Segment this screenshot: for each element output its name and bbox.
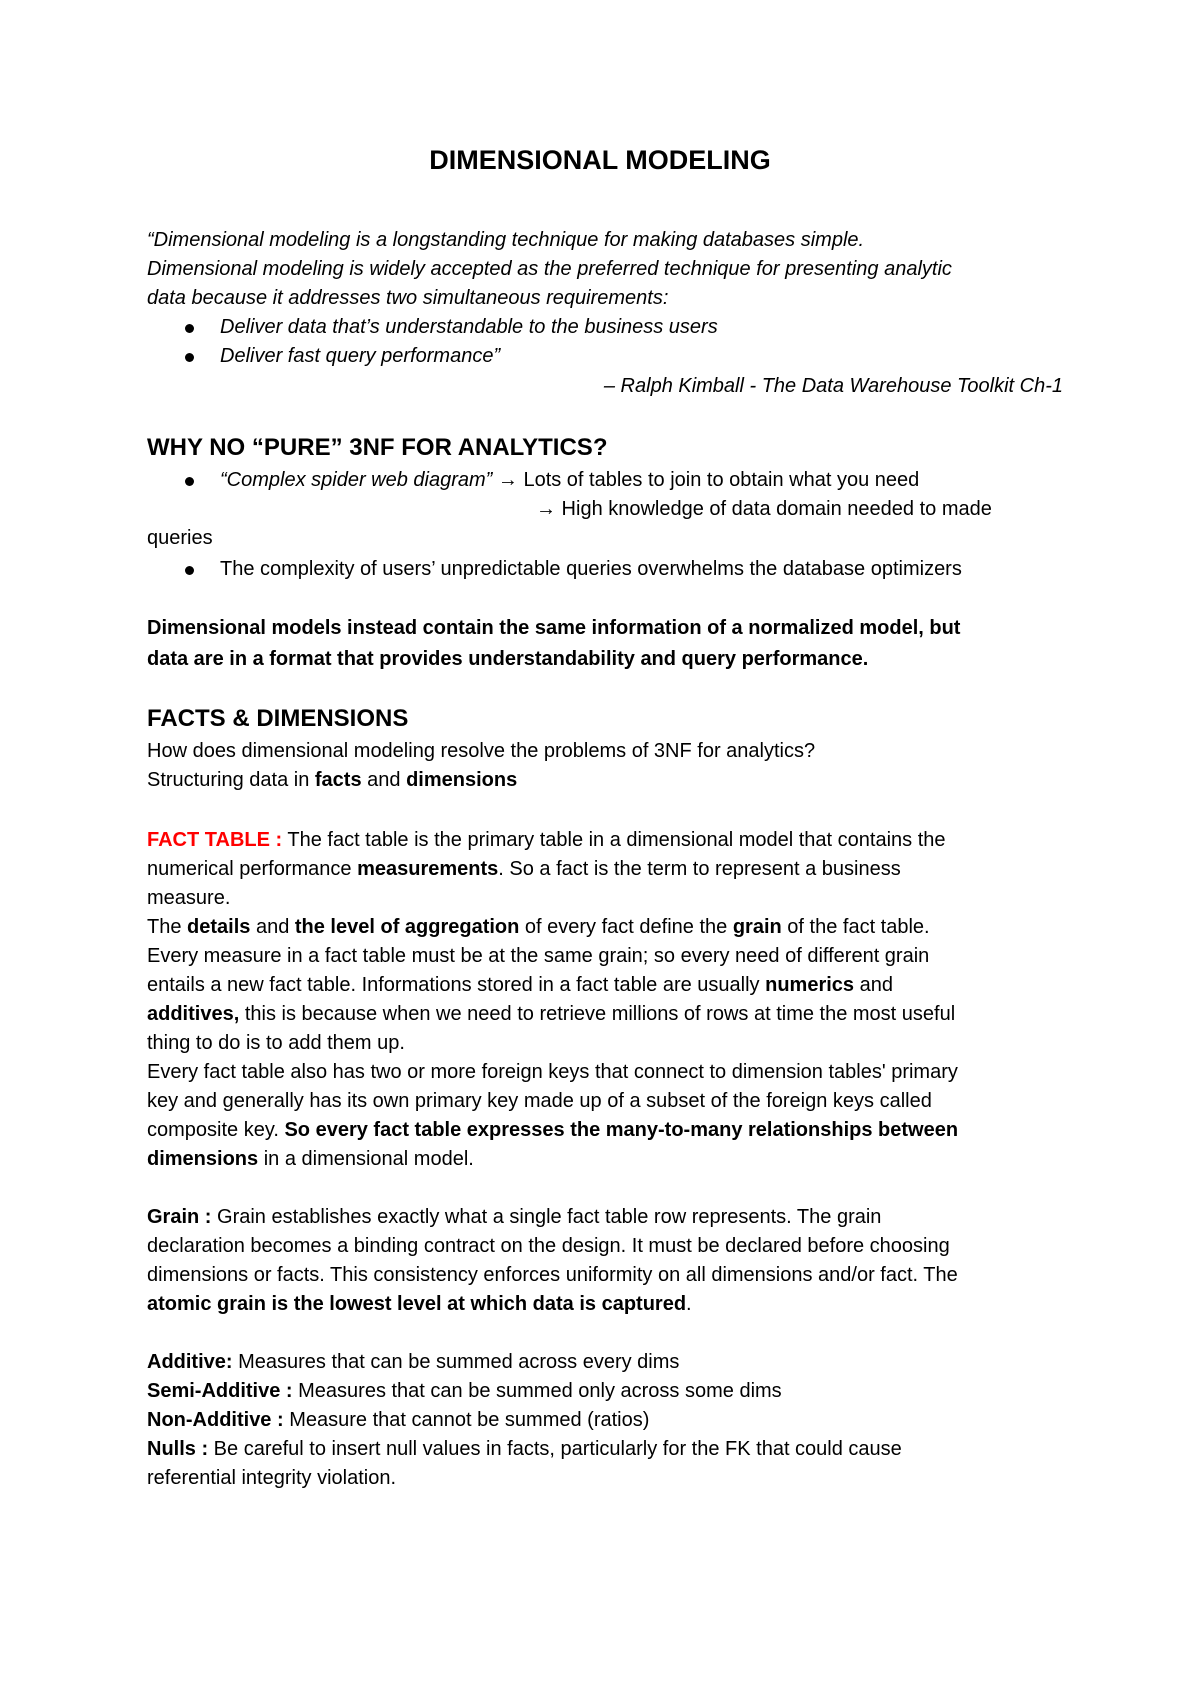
fact-table-line-6 — [147, 971, 893, 1000]
grain-label: Grain : — [147, 1206, 212, 1228]
quote-line-3: data because it addresses two simultaneous requirements: — [147, 287, 669, 309]
why3nf-bullet-1-continuation: → High knowledge of data domain needed to made — [536, 498, 992, 520]
fact-table-line-5: Every measure in a fact table must be at the same grain; so every need of different grain — [147, 945, 930, 967]
non-additive-definition — [147, 1406, 649, 1435]
bullet-1-text: → Lots of tables to join to obtain what you need — [492, 469, 920, 491]
grain-line-3: dimensions or facts. This consistency enforces uniformity on all dimensions and/or fact. The — [147, 1264, 958, 1286]
text-run: entails a new fact table. Informations stored in a fact table are usually — [147, 974, 766, 996]
why3nf-bullet-2: The complexity of users’ unpredictable queries overwhelms the database optimizers — [220, 558, 962, 580]
text-run: numerical performance — [147, 858, 358, 880]
text-run: Measures that can be summed only across some dims — [292, 1380, 782, 1402]
bullet-icon — [185, 566, 194, 575]
additive-definition — [147, 1348, 679, 1377]
details-term: details — [187, 916, 251, 938]
dimensions-term: dimensions — [406, 769, 518, 791]
text-run: Measures that can be summed across every dims — [232, 1351, 680, 1373]
many-to-many-statement: So every fact table expresses the many-to-many relationships between — [284, 1119, 959, 1141]
grain-line-4 — [147, 1290, 692, 1319]
fact-table-line-1 — [147, 826, 946, 855]
aggregation-term: the level of aggregation — [294, 916, 520, 938]
bullet-icon — [185, 353, 194, 362]
quote-attribution: – Ralph Kimball - The Data Warehouse Toolkit Ch-1 — [603, 375, 1063, 397]
text-run: . So a fact is the term to represent a business — [498, 858, 901, 880]
fact-table-line-9: Every fact table also has two or more foreign keys that connect to dimension tables' primary — [147, 1061, 958, 1083]
text-run: of every fact define the — [519, 916, 733, 938]
non-additive-label: Non-Additive : — [147, 1409, 284, 1431]
fact-table-line-4 — [147, 913, 930, 942]
quote-bullet-1: Deliver data that’s understandable to the business users — [220, 316, 718, 338]
measurements-term: measurements — [357, 858, 499, 880]
facts-line-1: How does dimensional modeling resolve the problems of 3NF for analytics? — [147, 740, 816, 762]
additive-label: Additive: — [147, 1351, 233, 1373]
nulls-label: Nulls : — [147, 1438, 209, 1460]
additives-term: additives, — [147, 1003, 240, 1025]
section-heading-facts: FACTS & DIMENSIONS — [147, 705, 409, 732]
text-run: Structuring data in — [147, 769, 315, 791]
fact-table-line-3: measure. — [147, 887, 231, 909]
text-run: and — [250, 916, 295, 938]
text-run: and — [854, 974, 893, 996]
facts-line-2 — [147, 766, 517, 795]
fact-table-label: FACT TABLE : — [147, 829, 283, 851]
grain-term: grain — [732, 916, 782, 938]
section-heading-3nf: WHY NO “PURE” 3NF FOR ANALYTICS? — [147, 434, 608, 461]
text-run: Measure that cannot be summed (ratios) — [283, 1409, 650, 1431]
page-title: DIMENSIONAL MODELING — [429, 145, 771, 175]
dimensions-term: dimensions — [147, 1148, 259, 1170]
fact-table-line-12 — [147, 1145, 474, 1174]
spider-web-quote: “Complex spider web diagram” — [220, 469, 493, 491]
why3nf-bullet-1-wrap: queries — [147, 527, 213, 549]
fact-table-line-2 — [147, 855, 901, 884]
atomic-grain-statement: atomic grain is the lowest level at which data is captured — [147, 1293, 687, 1315]
text-run: this is because when we need to retrieve millions of rows at time the most useful — [239, 1003, 956, 1025]
text-run: and — [361, 769, 407, 791]
text-run: The — [147, 916, 188, 938]
quote-line-1: “Dimensional modeling is a longstanding technique for making databases simple. — [147, 229, 865, 251]
text-run: of the fact table. — [781, 916, 930, 938]
facts-term: facts — [314, 769, 362, 791]
grain-line-1 — [147, 1203, 881, 1232]
why3nf-bullet-1 — [220, 466, 919, 495]
text-run: composite key. — [147, 1119, 285, 1141]
bold-summary-line-2: data are in a format that provides understandability and query performance. — [147, 648, 869, 670]
bullet-icon — [185, 324, 194, 333]
semi-additive-label: Semi-Additive : — [147, 1380, 293, 1402]
bold-summary-line-1: Dimensional models instead contain the same information of a normalized model, but — [147, 617, 961, 639]
text-run: . — [686, 1293, 692, 1315]
numerics-term: numerics — [765, 974, 855, 996]
semi-additive-definition — [147, 1377, 782, 1406]
text-run: Grain establishes exactly what a single fact table row represents. The grain — [211, 1206, 882, 1228]
bullet-icon — [185, 477, 194, 486]
quote-bullet-2: Deliver fast query performance” — [220, 345, 501, 367]
fact-table-line-7 — [147, 1000, 955, 1029]
fact-table-line-11 — [147, 1116, 958, 1145]
text-run: The fact table is the primary table in a dimensional model that contains the — [282, 829, 946, 851]
text-run: in a dimensional model. — [258, 1148, 474, 1170]
quote-line-2: Dimensional modeling is widely accepted as the preferred technique for presenting analytic — [147, 258, 952, 280]
grain-line-2: declaration becomes a binding contract on the design. It must be declared before choosing — [147, 1235, 950, 1257]
fact-table-line-10: key and generally has its own primary key made up of a subset of the foreign keys called — [147, 1090, 932, 1112]
text-run: Be careful to insert null values in facts, particularly for the FK that could cause — [208, 1438, 902, 1460]
nulls-continuation: referential integrity violation. — [147, 1467, 397, 1489]
nulls-definition — [147, 1435, 902, 1464]
fact-table-line-8: thing to do is to add them up. — [147, 1032, 405, 1054]
